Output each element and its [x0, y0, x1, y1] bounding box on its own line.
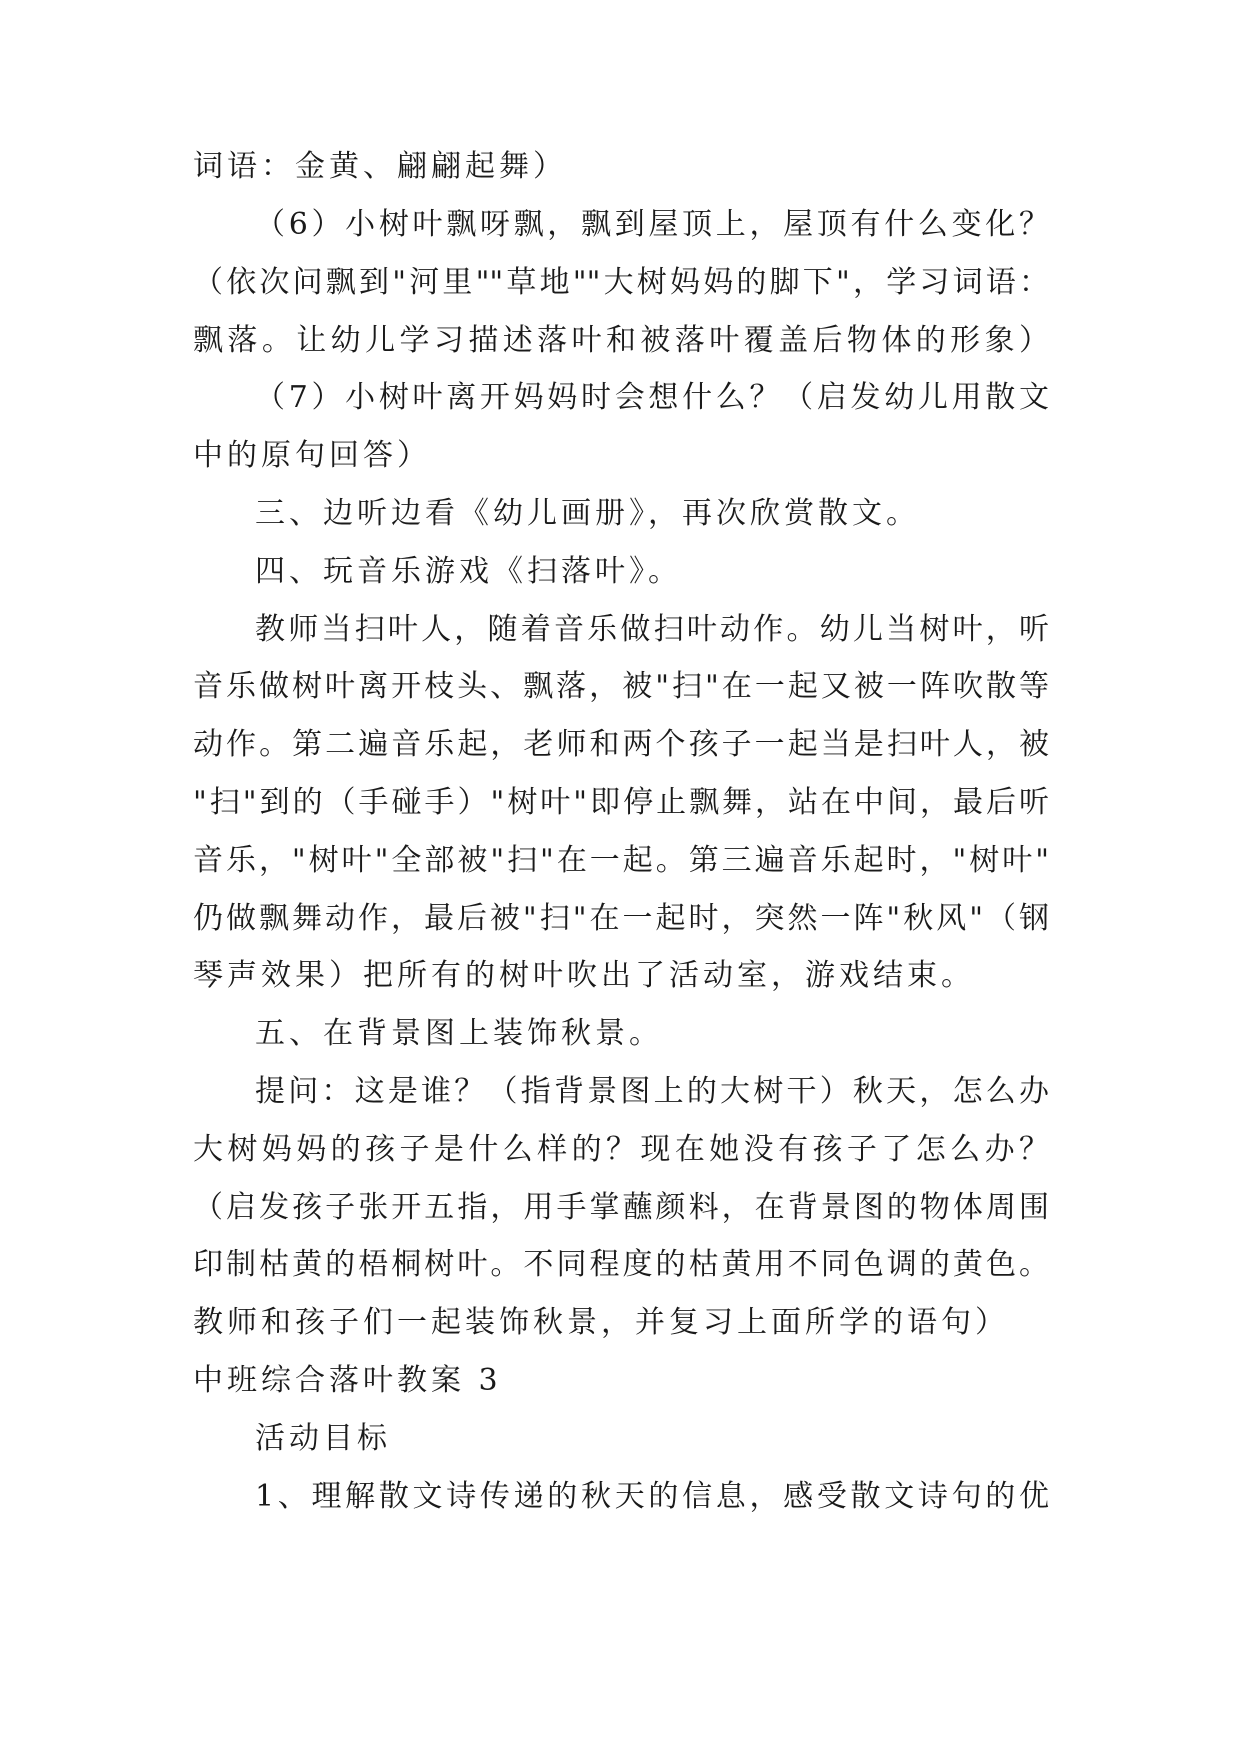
text-line: 三、边听边看《幼儿画册》，再次欣赏散文。 [255, 496, 920, 531]
text-line: （6）小树叶飘呀飘，飘到屋顶上，屋顶有什么变化？ [255, 207, 1049, 242]
text-line: 1、理解散文诗传递的秋天的信息，感受散文诗句的优 [255, 1479, 1049, 1514]
text-line: 仍做飘舞动作，最后被"扫"在一起时，突然一阵"秋风"（钢 [193, 901, 1049, 936]
text-line: 大树妈妈的孩子是什么样的？现在她没有孩子了怎么办？ [193, 1132, 1049, 1167]
text-line: 提问：这是谁？（指背景图上的大树干）秋天，怎么办 [255, 1074, 1049, 1109]
subsection-heading: 活动目标 [255, 1421, 391, 1456]
text-line: 音乐，"树叶"全部被"扫"在一起。第三遍音乐起时，"树叶" [193, 843, 1049, 878]
text-line: 教师和孩子们一起装饰秋景，并复习上面所学的语句） [193, 1305, 1009, 1340]
text-line: （启发孩子张开五指，用手掌蘸颜料，在背景图的物体周围 [193, 1190, 1049, 1225]
text-line: 四、玩音乐游戏《扫落叶》。 [255, 554, 682, 589]
text-line: 词语：金黄、翩翩起舞） [193, 149, 567, 184]
text-line: 中的原句回答） [193, 438, 431, 473]
text-line: 印制枯黄的梧桐树叶。不同程度的枯黄用不同色调的黄色。 [193, 1247, 1049, 1282]
text-line: （7）小树叶离开妈妈时会想什么？（启发幼儿用散文 [255, 380, 1049, 415]
text-line: 音乐做树叶离开枝头、飘落，被"扫"在一起又被一阵吹散等 [193, 669, 1049, 704]
text-line: 教师当扫叶人，随着音乐做扫叶动作。幼儿当树叶，听 [255, 612, 1049, 647]
section-heading: 中班综合落叶教案 3 [193, 1363, 502, 1398]
text-line: 飘落。让幼儿学习描述落叶和被落叶覆盖后物体的形象） [193, 323, 1049, 358]
text-line: "扫"到的（手碰手）"树叶"即停止飘舞，站在中间，最后听 [193, 785, 1049, 820]
text-line: 琴声效果）把所有的树叶吹出了活动室，游戏结束。 [193, 958, 975, 993]
text-line: （依次问飘到"河里""草地""大树妈妈的脚下"，学习词语： [193, 265, 1049, 300]
text-line: 五、在背景图上装饰秋景。 [255, 1016, 663, 1051]
text-line: 动作。第二遍音乐起，老师和两个孩子一起当是扫叶人，被 [193, 727, 1049, 762]
